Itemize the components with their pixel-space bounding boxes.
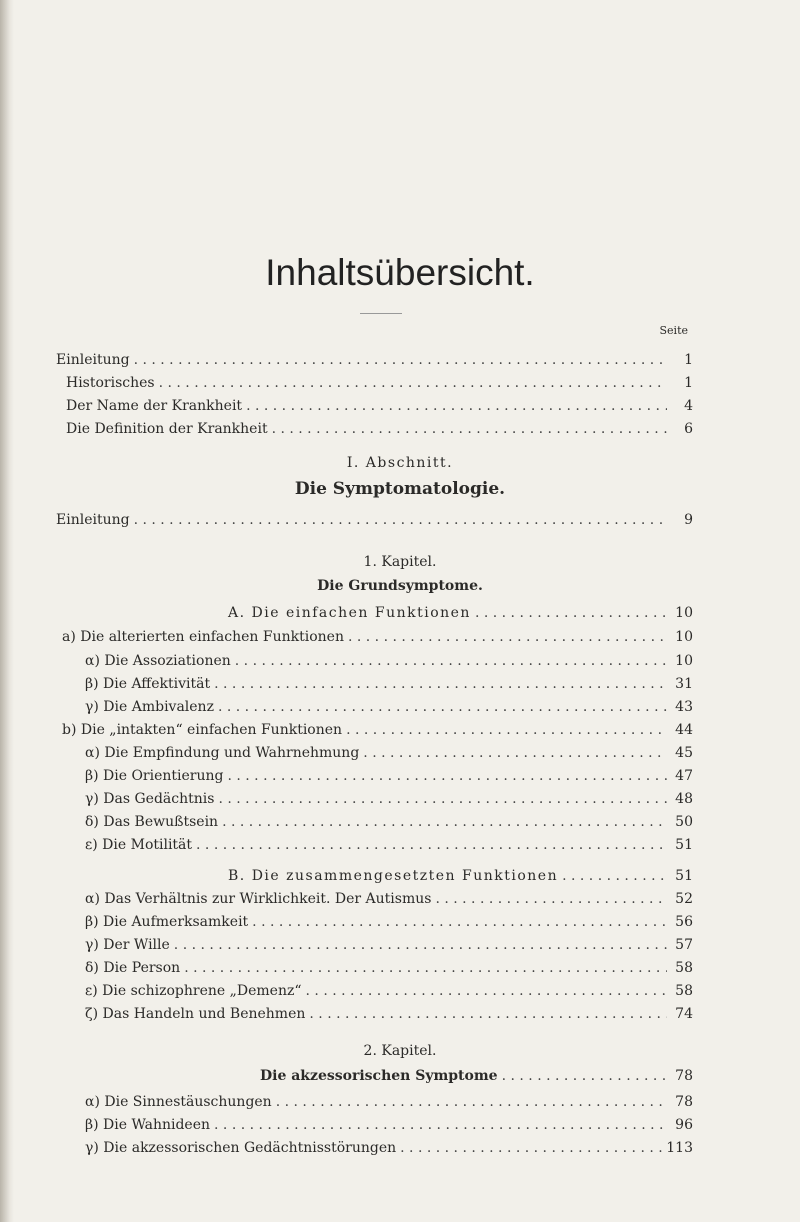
toc-entry-B-delta: δ) Die Person . . . 58: [0, 960, 693, 976]
toc-entry-b-alpha: α) Die Empfindung und Wahrnehmung . . . 45: [0, 745, 693, 761]
toc-entry-B-gamma: γ) Der Wille . . . 57: [0, 937, 693, 953]
abschnitt-label: I. Abschnitt.: [346, 455, 454, 471]
toc-entry-b-gamma: γ) Das Gedächtnis . . . 48: [0, 791, 693, 807]
toc-entry-k2-beta: β) Die Wahnideen . . . 96: [0, 1117, 693, 1133]
toc-entry-kapitel2-title: Die akzessorischen Symptome . . . 78: [0, 1068, 693, 1084]
toc-entry-definition: Die Definition der Krankheit . . . 6: [0, 421, 693, 437]
kapitel1-label: 1. Kapitel.: [363, 554, 437, 570]
toc-entry-A: A. Die einfachen Funktionen . . . 10: [0, 605, 693, 621]
toc-entry-b-delta: δ) Das Bewußtsein . . . 50: [0, 814, 693, 830]
toc-entry-a-beta: β) Die Affektivität . . . 31: [0, 676, 693, 692]
toc-entry-name: Der Name der Krankheit . . . 4: [0, 398, 693, 414]
toc-entry-k2-gamma: γ) Die akzessorischen Gedächtnisstörungen . . . 113: [0, 1140, 693, 1156]
toc-entry-B: B. Die zusammengesetzten Funktionen . . . 51: [0, 868, 693, 884]
title-rule: [360, 313, 402, 314]
abschnitt-title: Die Symptomatologie.: [294, 479, 506, 499]
toc-entry-B-epsilon: ε) Die schizophrene „Demenz“ . . . 58: [0, 983, 693, 999]
toc-entry-a-alpha: α) Die Assoziationen . . . 10: [0, 653, 693, 669]
toc-entry-b-beta: β) Die Orientierung . . . 47: [0, 768, 693, 784]
toc-entry-a-gamma: γ) Die Ambivalenz . . . 43: [0, 699, 693, 715]
kapitel2-label: 2. Kapitel.: [363, 1043, 437, 1059]
toc-entry-abschnitt-einleitung: Einleitung . . . 9: [0, 512, 693, 528]
seite-label: Seite: [659, 324, 688, 337]
toc-entry-historisches: Historisches . . . 1: [0, 375, 693, 391]
kapitel1-title: Die Grundsymptome.: [317, 578, 483, 594]
toc-entry-B-alpha: α) Das Verhältnis zur Wirklichkeit. Der Autismus . . . 52: [0, 891, 693, 907]
toc-entry-k2-alpha: α) Die Sinnestäuschungen . . . 78: [0, 1094, 693, 1110]
toc-entry-a: a) Die alterierten einfachen Funktionen . . . 10: [0, 629, 693, 645]
toc-entry-B-beta: β) Die Aufmerksamkeit . . . 56: [0, 914, 693, 930]
page-title: Inhaltsübersicht.: [265, 252, 535, 293]
toc-entry-B-zeta: ζ) Das Handeln und Benehmen . . . 74: [0, 1006, 693, 1022]
toc-entry-b: b) Die „intakten“ einfachen Funktionen . . . 44: [0, 722, 693, 738]
toc-entry-einleitung: Einleitung . . . 1: [0, 352, 693, 368]
toc-entry-b-epsilon: ε) Die Motilität . . . 51: [0, 837, 693, 853]
